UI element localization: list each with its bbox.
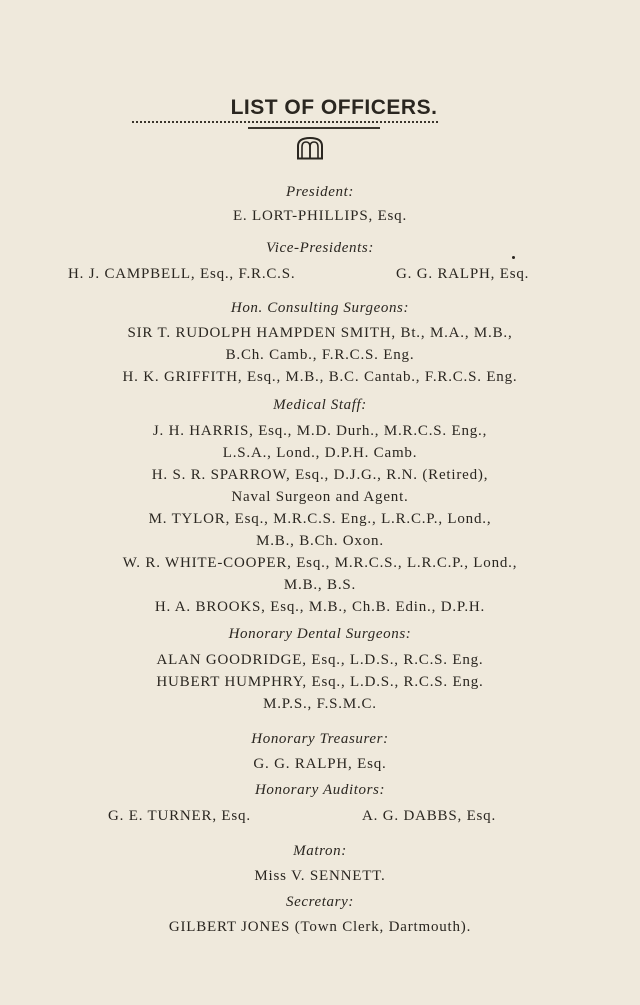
president-name: E. LORT-PHILLIPS, Esq.	[232, 208, 408, 224]
medical-staff-heading: Medical Staff:	[273, 397, 367, 413]
dental-surgeon-line: M.P.S., F.S.M.C.	[263, 696, 377, 712]
medical-staff-line: M.B., B.S.	[283, 577, 357, 593]
treasurer-name: G. G. RALPH, Esq.	[253, 756, 387, 772]
medical-staff-line: M. TYLOR, Esq., M.R.C.S. Eng., L.R.C.P., Lond.,	[148, 511, 492, 527]
medical-staff-line: H. S. R. SPARROW, Esq., D.J.G., R.N. (Retired),	[151, 467, 489, 483]
medical-staff-line: Naval Surgeon and Agent.	[231, 489, 409, 505]
consulting-surgeon-line: B.Ch. Camb., F.R.C.S. Eng.	[225, 347, 415, 363]
solid-rule	[248, 127, 380, 129]
matron-name: Miss V. SENNETT.	[254, 868, 386, 884]
dotted-rule	[132, 121, 438, 123]
dental-surgeon-line: ALAN GOODRIDGE, Esq., L.D.S., R.C.S. Eng.	[156, 652, 484, 668]
arched-building-icon	[296, 136, 324, 160]
page-title: LIST OF OFFICERS.	[230, 96, 438, 119]
dental-surgeons-heading: Honorary Dental Surgeons:	[228, 626, 412, 642]
auditor-right: A. G. DABBS, Esq.	[362, 808, 497, 824]
consulting-surgeon-line: H. K. GRIFFITH, Esq., M.B., B.C. Cantab., F.R.C.S. Eng.	[122, 369, 518, 385]
vice-president-left: H. J. CAMPBELL, Esq., F.R.C.S.	[68, 266, 296, 282]
stray-dot	[512, 256, 515, 259]
treasurer-heading: Honorary Treasurer:	[251, 731, 389, 747]
medical-staff-line: W. R. WHITE-COOPER, Esq., M.R.C.S., L.R.C.P., Lond.,	[122, 555, 518, 571]
vice-president-right: G. G. RALPH, Esq.	[396, 266, 530, 282]
president-heading: President:	[286, 184, 354, 200]
consulting-surgeons-heading: Hon. Consulting Surgeons:	[230, 300, 410, 316]
secretary-heading: Secretary:	[286, 894, 354, 910]
secretary-name: GILBERT JONES (Town Clerk, Dartmouth).	[168, 919, 472, 935]
dental-surgeon-line: HUBERT HUMPHRY, Esq., L.D.S., R.C.S. Eng.	[156, 674, 484, 690]
medical-staff-line: L.S.A., Lond., D.P.H. Camb.	[222, 445, 418, 461]
medical-staff-line: H. A. BROOKS, Esq., M.B., Ch.B. Edin., D.P.H.	[154, 599, 486, 615]
consulting-surgeon-line: SIR T. RUDOLPH HAMPDEN SMITH, Bt., M.A., M.B.,	[127, 325, 513, 341]
auditor-left: G. E. TURNER, Esq.	[108, 808, 251, 824]
medical-staff-line: J. H. HARRIS, Esq., M.D. Durh., M.R.C.S. Eng.,	[152, 423, 488, 439]
vice-presidents-heading: Vice-Presidents:	[266, 240, 374, 256]
matron-heading: Matron:	[293, 843, 347, 859]
auditors-heading: Honorary Auditors:	[254, 782, 386, 798]
medical-staff-line: M.B., B.Ch. Oxon.	[256, 533, 384, 549]
